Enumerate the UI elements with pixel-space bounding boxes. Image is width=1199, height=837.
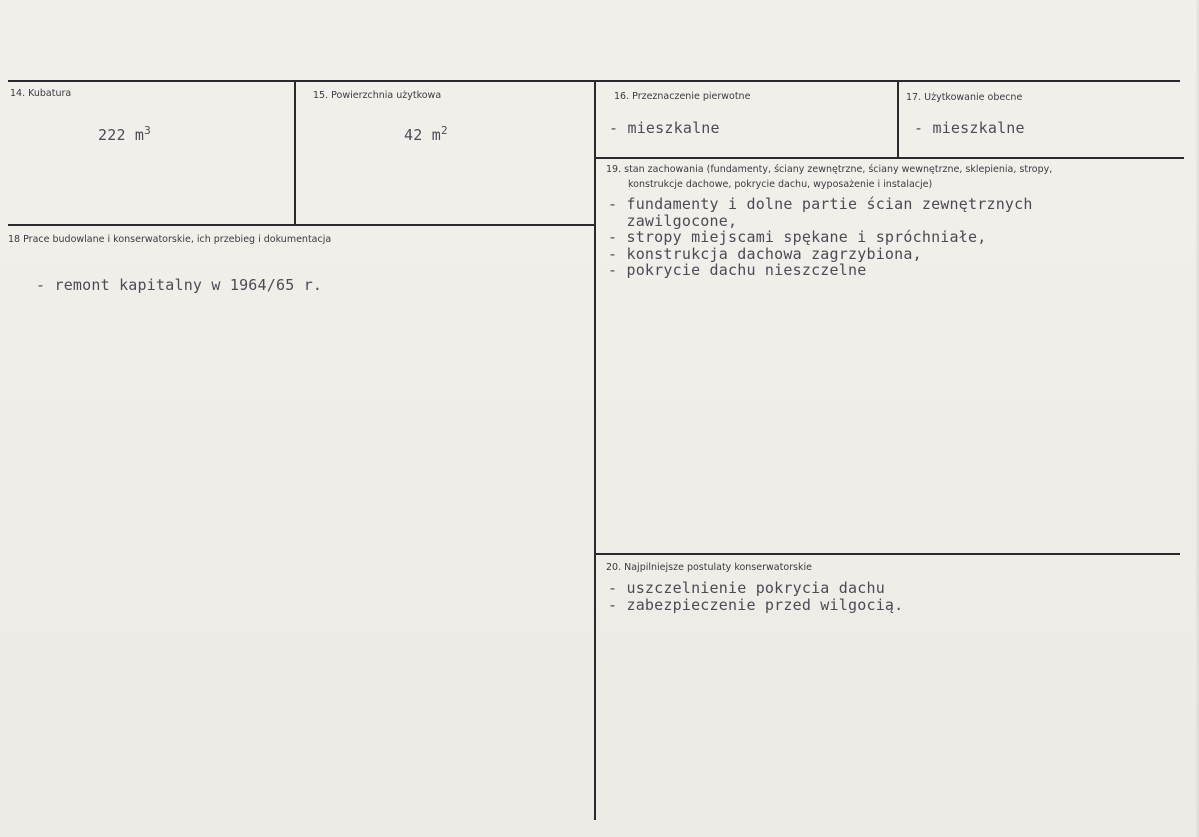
field-19-line: - fundamenty i dolne partie ścian zewnętrznych: [608, 195, 1033, 213]
field-15-label: 15. Powierzchnia użytkowa: [313, 90, 442, 101]
field-15-superscript: 2: [440, 124, 448, 137]
field-20-label: 20. Najpilniejsze postulaty konserwatorskie: [606, 562, 812, 573]
field-14-superscript: 3: [144, 124, 151, 137]
field-16-value: - mieszkalne: [609, 119, 720, 137]
field-15-value: [404, 124, 448, 144]
rule-under-14-15: [8, 224, 596, 226]
field-19-line: - konstrukcja dachowa zagrzybiona,: [608, 244, 922, 263]
field-15-number: 42 m: [404, 126, 441, 144]
rule-under-16-17: [596, 157, 1184, 159]
field-18-value: - remont kapitalny w 1964/65 r.: [36, 276, 323, 294]
field-17-value: - mieszkalne: [914, 119, 1025, 137]
divider-16-17: [897, 80, 899, 159]
center-divider: [594, 80, 596, 820]
field-17-label: 17. Użytkowanie obecne: [906, 92, 1023, 103]
field-20-line: - uszczelnienie pokrycia dachu: [608, 579, 885, 597]
field-20-line: - zabezpieczenie przed wilgocią.: [608, 595, 904, 614]
field-18-label: 18 Prace budowlane i konserwatorskie, ich przebieg i dokumentacja: [8, 234, 332, 245]
field-19-text: [608, 196, 1033, 279]
field-19-label-line-1: 19. stan zachowania (fundamenty, ściany zewnętrzne, ściany wewnętrzne, sklepienia, stropy,: [606, 164, 1053, 175]
field-19-line: - pokrycie dachu nieszczelne: [608, 261, 867, 279]
divider-14-15: [294, 80, 296, 226]
field-14-number: 222 m: [98, 126, 145, 144]
rule-above-20: [596, 553, 1180, 555]
field-19-label-line-2: konstrukcje dachowe, pokrycie dachu, wyposażenie i instalacje): [628, 179, 933, 190]
field-14-value: [98, 124, 151, 144]
card-edge-shadow: [1195, 0, 1199, 837]
field-19-line: zawilgocone,: [608, 211, 738, 230]
field-16-label: 16. Przeznaczenie pierwotne: [614, 91, 751, 102]
field-20-text: [608, 580, 903, 613]
field-14-label: 14. Kubatura: [10, 88, 72, 99]
field-19-line: - stropy miejscami spękane i spróchniałe,: [608, 228, 987, 246]
